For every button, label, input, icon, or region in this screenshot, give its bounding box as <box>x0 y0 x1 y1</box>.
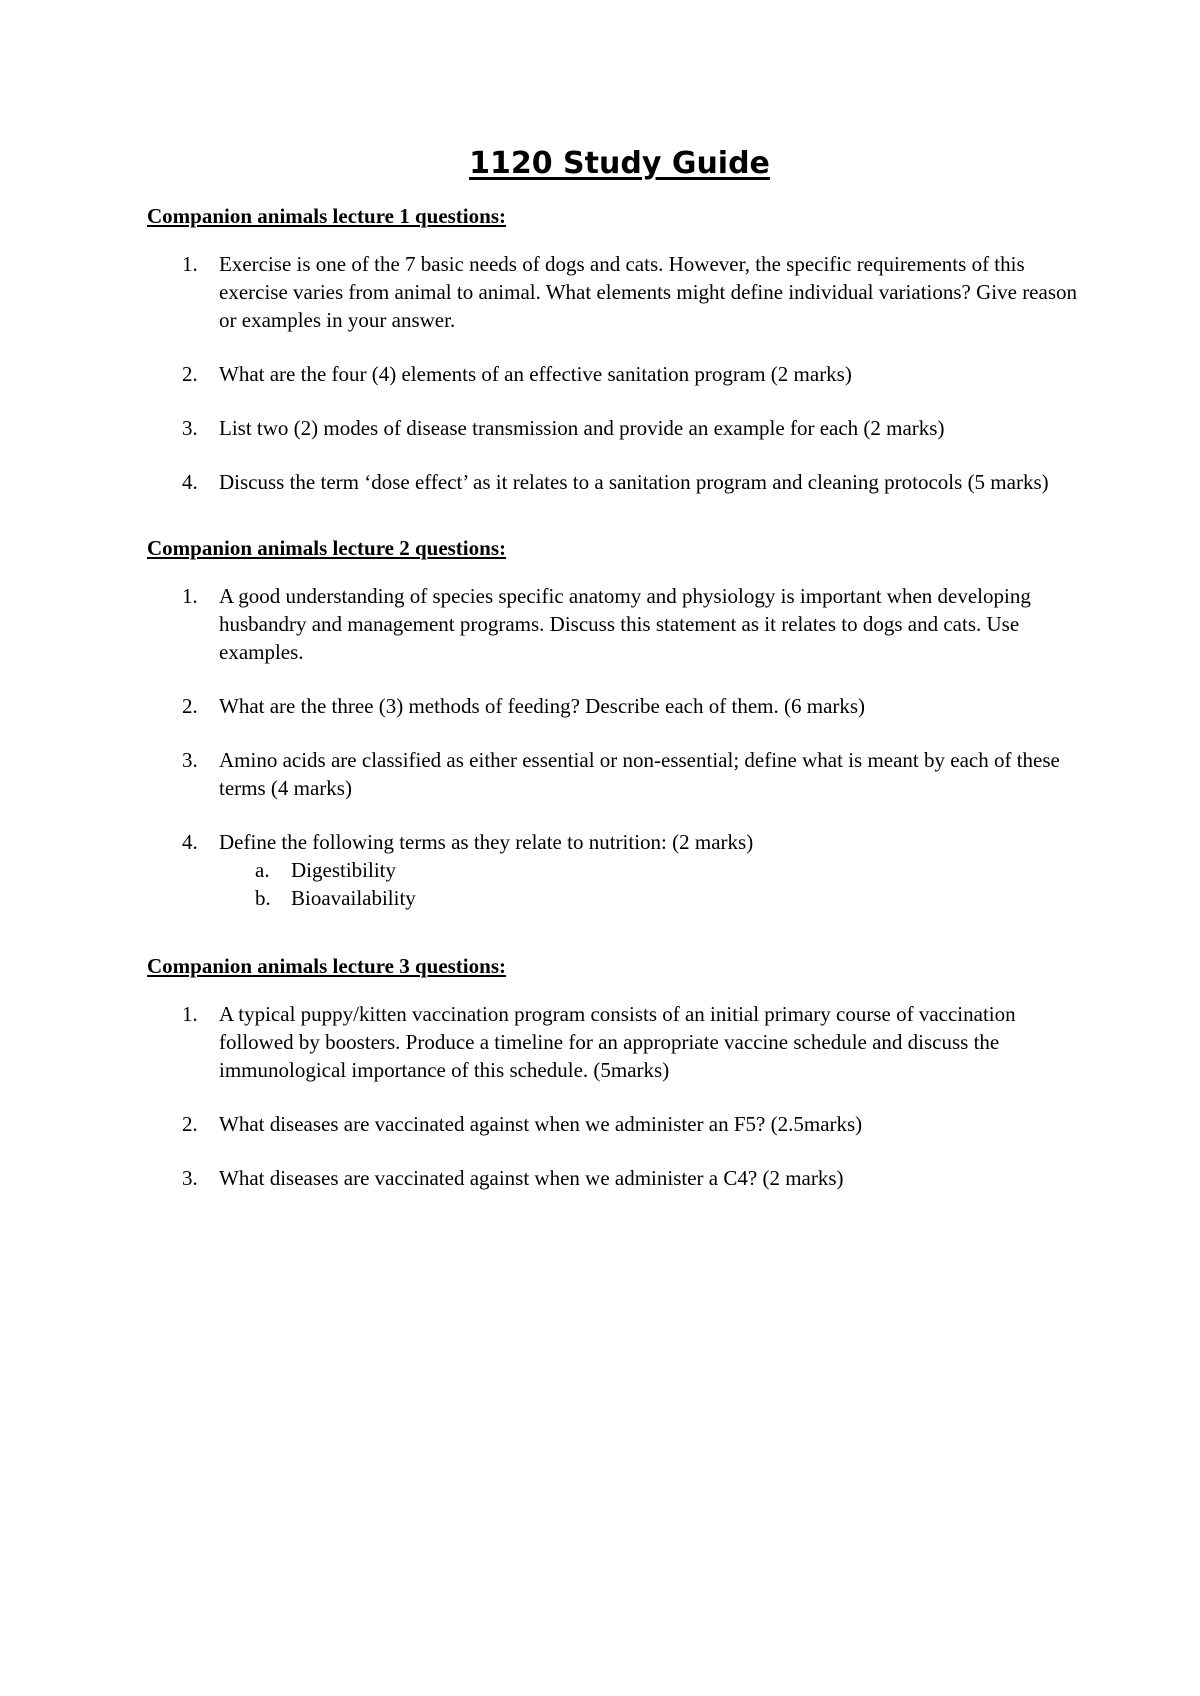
question-item <box>147 1164 1080 1192</box>
question-text: A typical puppy/kitten vaccination program consists of an initial primary course of vaccination followed by boosters. Produce a timeline for an appropriate vaccine schedule and discuss the immunological importance of this schedule. (5marks) <box>219 1002 1016 1082</box>
question-text: What are the four (4) elements of an effective sanitation program (2 marks) <box>219 362 852 386</box>
section-lecture-1 <box>147 202 1080 496</box>
question-item <box>147 828 1080 912</box>
question-text: A good understanding of species specific anatomy and physiology is important when developing husbandry and management programs. Discuss this statement as it relates to dogs and cats. Use examples. <box>219 584 1031 664</box>
question-number: 3. <box>182 1166 198 1190</box>
question-number: 1. <box>182 1002 198 1026</box>
sub-item-letter: a. <box>255 858 270 882</box>
sub-item-text: Digestibility <box>291 858 396 882</box>
question-item <box>147 582 1080 666</box>
question-number: 1. <box>182 584 198 608</box>
question-item <box>147 468 1080 496</box>
question-text: Define the following terms as they relate to nutrition: (2 marks) <box>219 830 754 854</box>
sub-item <box>219 856 1080 884</box>
question-item <box>147 360 1080 388</box>
question-text: Exercise is one of the 7 basic needs of dogs and cats. However, the specific requirements of this exercise varies from animal to animal. What elements might define individual variations? Give reason or examples in your answer. <box>219 252 1077 332</box>
question-item <box>147 1110 1080 1138</box>
question-item <box>147 250 1080 334</box>
question-list <box>147 1000 1080 1192</box>
document-title: 1120 Study Guide <box>469 146 770 181</box>
question-number: 2. <box>182 694 198 718</box>
section-lecture-3 <box>147 952 1080 1192</box>
question-number: 2. <box>182 1112 198 1136</box>
sub-item-letter: b. <box>255 886 271 910</box>
section-heading: Companion animals lecture 1 questions: <box>147 204 506 228</box>
question-list <box>147 582 1080 912</box>
sub-item <box>219 884 1080 912</box>
question-number: 1. <box>182 252 198 276</box>
question-number: 4. <box>182 830 198 854</box>
question-item <box>147 692 1080 720</box>
question-text: Discuss the term ‘dose effect’ as it relates to a sanitation program and cleaning protocols (5 marks) <box>219 470 1049 494</box>
question-number: 3. <box>182 748 198 772</box>
question-text: What diseases are vaccinated against when we administer an F5? (2.5marks) <box>219 1112 863 1136</box>
question-text: Amino acids are classified as either essential or non-essential; define what is meant by each of these terms (4 marks) <box>219 748 1060 800</box>
question-text: What are the three (3) methods of feeding? Describe each of them. (6 marks) <box>219 694 866 718</box>
question-list <box>147 250 1080 496</box>
question-text: What diseases are vaccinated against when we administer a C4? (2 marks) <box>219 1166 844 1190</box>
sub-item-text: Bioavailability <box>291 886 416 910</box>
section-heading: Companion animals lecture 3 questions: <box>147 954 506 978</box>
section-heading: Companion animals lecture 2 questions: <box>147 536 506 560</box>
question-number: 2. <box>182 362 198 386</box>
question-item <box>147 746 1080 802</box>
section-lecture-2 <box>147 534 1080 912</box>
question-item <box>147 1000 1080 1084</box>
sub-item-list <box>219 856 1080 912</box>
question-number: 4. <box>182 470 198 494</box>
question-text: List two (2) modes of disease transmission and provide an example for each (2 marks) <box>219 416 945 440</box>
question-number: 3. <box>182 416 198 440</box>
question-item <box>147 414 1080 442</box>
